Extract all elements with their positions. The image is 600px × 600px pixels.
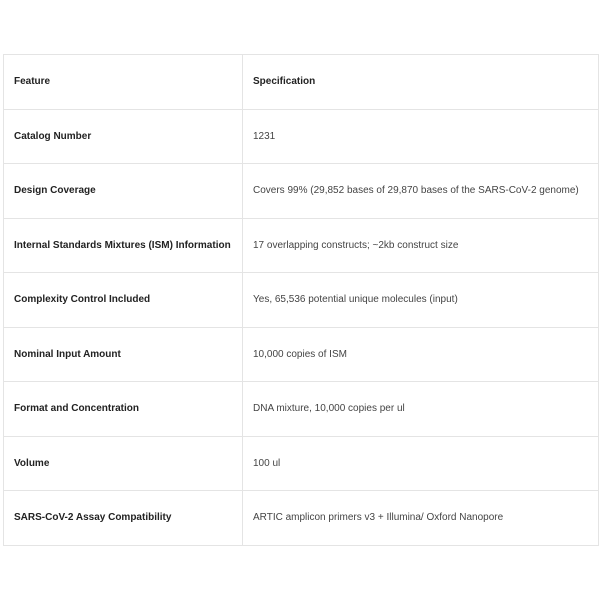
table-header-row <box>4 55 599 110</box>
specification-cell: ARTIC amplicon primers v3 + Illumina/ Oxford Nanopore <box>243 491 599 546</box>
feature-cell: Catalog Number <box>4 109 243 164</box>
feature-cell: Volume <box>4 436 243 491</box>
table-row <box>4 436 599 491</box>
table-row <box>4 491 599 546</box>
specification-cell: 100 ul <box>243 436 599 491</box>
feature-cell: Complexity Control Included <box>4 273 243 328</box>
header-feature: Feature <box>4 55 243 110</box>
specification-cell: Yes, 65,536 potential unique molecules (input) <box>243 273 599 328</box>
table-row <box>4 382 599 437</box>
table-row <box>4 218 599 273</box>
feature-cell: Internal Standards Mixtures (ISM) Information <box>4 218 243 273</box>
feature-cell: Design Coverage <box>4 164 243 219</box>
feature-cell: Format and Concentration <box>4 382 243 437</box>
specification-table <box>3 54 599 546</box>
specification-cell: DNA mixture, 10,000 copies per ul <box>243 382 599 437</box>
specification-cell: 17 overlapping constructs; ~2kb construct size <box>243 218 599 273</box>
table-row <box>4 327 599 382</box>
header-specification: Specification <box>243 55 599 110</box>
specification-cell: 1231 <box>243 109 599 164</box>
table-row <box>4 273 599 328</box>
feature-cell: Nominal Input Amount <box>4 327 243 382</box>
specification-cell: Covers 99% (29,852 bases of 29,870 bases of the SARS-CoV-2 genome) <box>243 164 599 219</box>
table-row <box>4 109 599 164</box>
specification-cell: 10,000 copies of ISM <box>243 327 599 382</box>
feature-cell: SARS-CoV-2 Assay Compatibility <box>4 491 243 546</box>
table-row <box>4 164 599 219</box>
